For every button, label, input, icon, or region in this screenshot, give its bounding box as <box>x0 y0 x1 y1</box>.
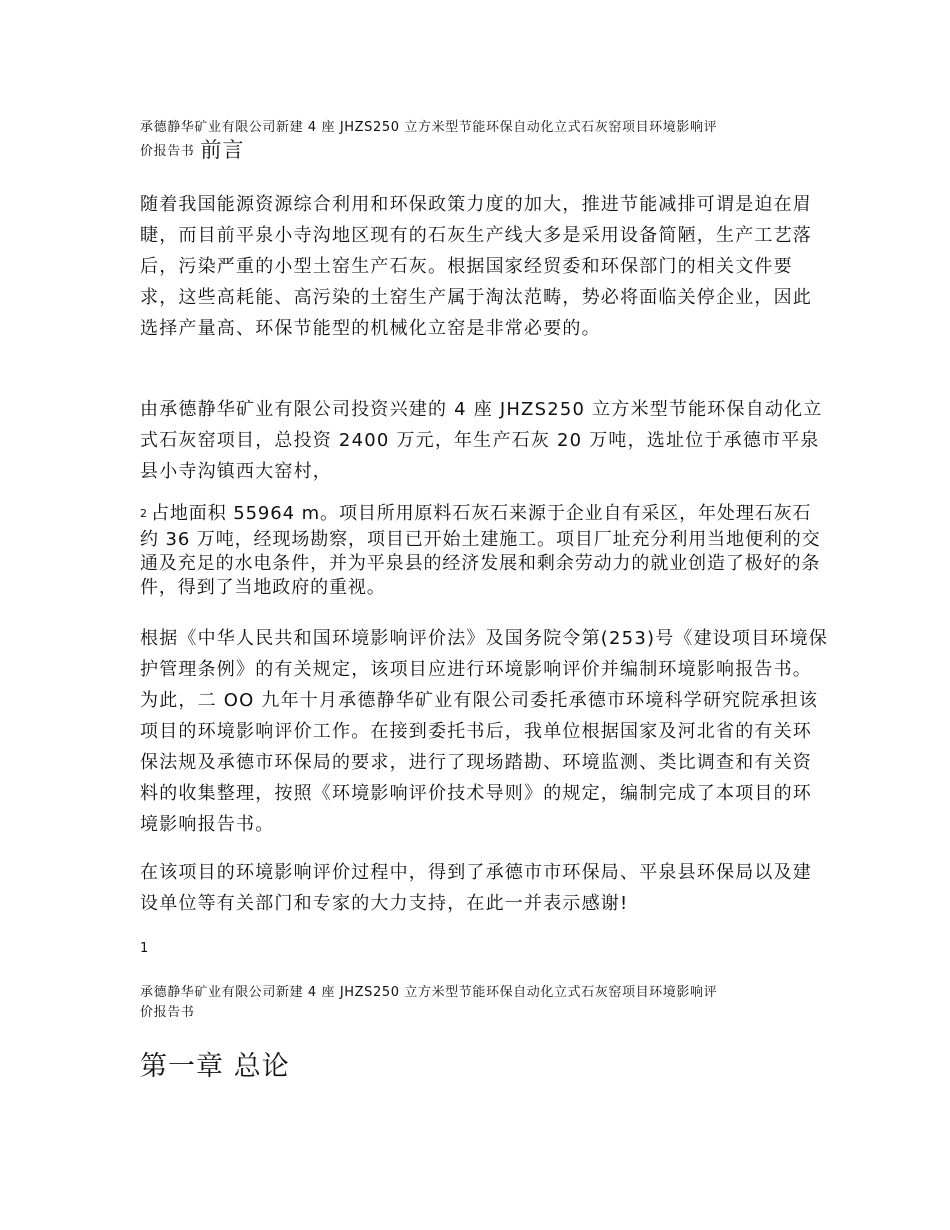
section-title-preface: 前言 <box>200 138 245 162</box>
paragraph-2: 由承德静华矿业有限公司投资兴建的 4 座 JHZS250 立方米型节能环保自动化立式石灰窑项目，总投资 2400 万元，年生产石灰 20 万吨，选址位于承德市平泉县小寺沟镇西大窑村， <box>140 399 823 482</box>
header2-line-2: 价报告书 <box>140 1005 195 1020</box>
header-line-2-text: 价报告书 <box>140 144 195 159</box>
paragraph-3 <box>140 502 830 600</box>
paragraph-5: 在该项目的环境影响评价过程中，得到了承德市市环保局、平泉县环保局以及建设单位等有关部门和专家的大力支持，在此一并表示感谢! <box>140 862 812 914</box>
running-header-2 <box>140 983 830 1023</box>
paragraph-4: 根据《中华人民共和国环境影响评价法》及国务院令第(253)号《建设项目环境保护管理条例》的有关规定，该项目应进行环境影响评价并编制环境影响报告书。为此，二 OO 九年十月承德静华矿业有限公司委托承德市环境科学研究院承担该项目的环境影响评价工作。在接到委托书后，我单位根据国家及河北省的有关环保法规及承德市环保局的要求，进行了现场踏勘、环境监测、类比调查和有关资料的收集整理，按照《环境影响评价技术导则》的规定，编制完成了本项目的环境影响报告书。 <box>140 628 828 835</box>
running-header <box>140 118 830 162</box>
header2-line-1: 承德静华矿业有限公司新建 4 座 JHZS250 立方米型节能环保自动化立式石灰窑项目环境影响评 <box>140 985 718 1000</box>
page-number: 1 <box>140 941 149 956</box>
document-page <box>140 0 830 1230</box>
header-line-2 <box>140 138 830 162</box>
chapter-title: 第一章 总论 <box>140 1051 290 1082</box>
paragraph-1: 随着我国能源资源综合利用和环保政策力度的加大，推进节能减排可谓是迫在眉睫，而目前平泉小寺沟地区现有的石灰生产线大多是采用设备简陋，生产工艺落后，污染严重的小型土窑生产石灰。根据国家经贸委和环保部门的相关文件要求，这些高耗能、高污染的土窑生产属于淘汰范畴，势必将面临关停企业，因此选择产量高、环保节能型的机械化立窑是非常必要的。 <box>140 194 812 339</box>
superscript-marker: 2 <box>140 507 147 520</box>
paragraph-3-text: 占地面积 55964 m。项目所用原料石灰石来源于企业自有采区，年处理石灰石约 36 万吨，经现场勘察，项目已开始土建施工。项目厂址充分利用当地便利的交通及充足的水电条件，并为平泉县的经济发展和剩余劳动力的就业创造了极好的条件，得到了当地政府的重视。 <box>140 503 821 598</box>
header-line-1: 承德静华矿业有限公司新建 4 座 JHZS250 立方米型节能环保自动化立式石灰窑项目环境影响评 <box>140 120 718 135</box>
